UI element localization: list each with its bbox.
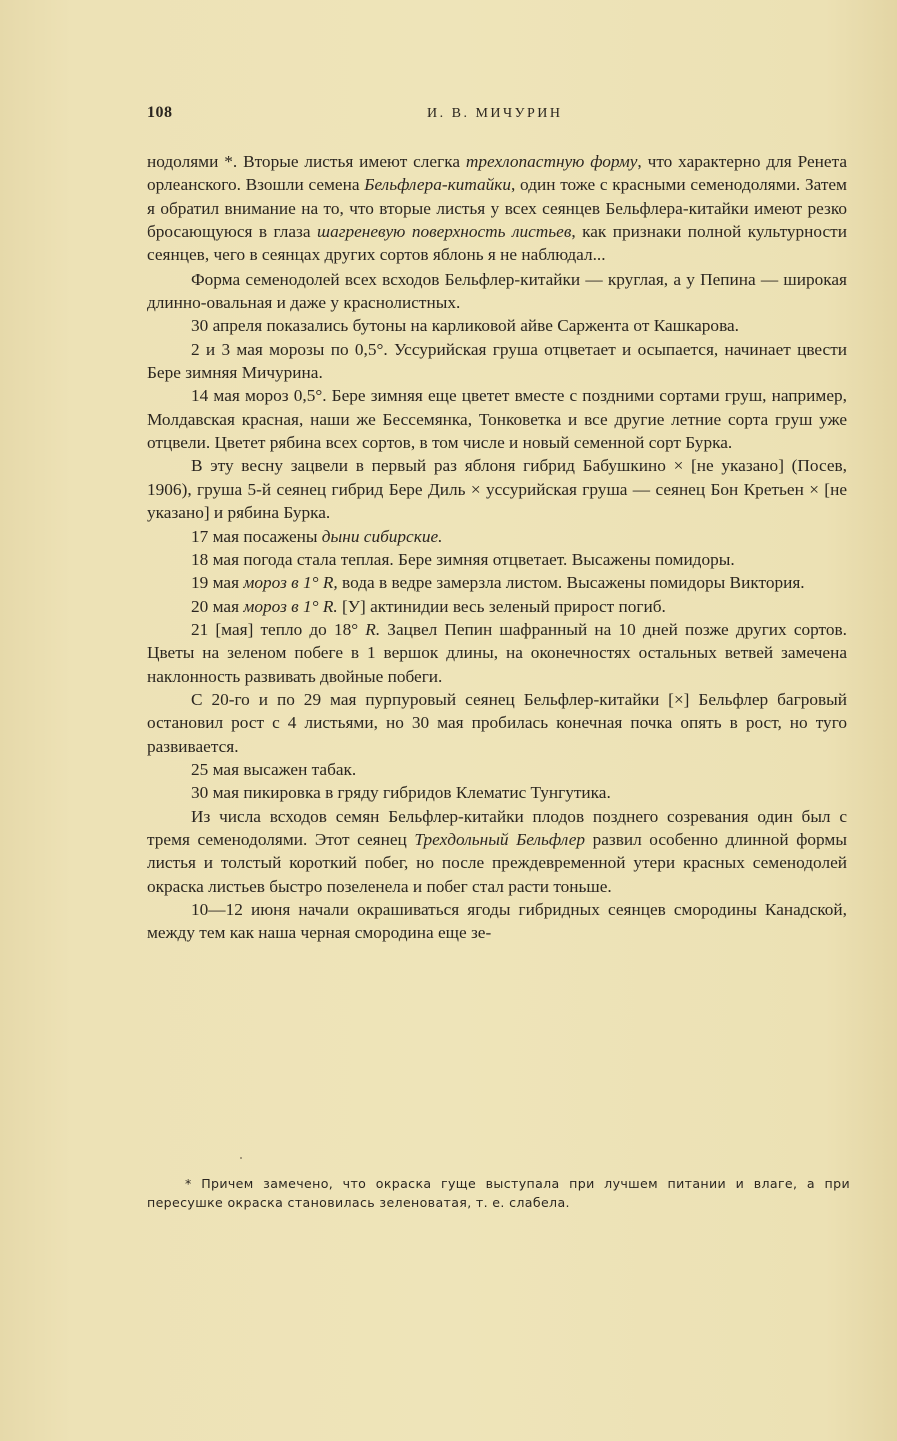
italic-run: дыни сибирские. xyxy=(321,526,443,546)
paragraph-10 xyxy=(147,595,847,618)
text-run: Зацвел Пепин шафранный на 10 дней позже других сортов. Цветы на зеленом побеге в 1 вершок длины, на оконечностях остальных ветвей замечена наклонность развивать двойные побеги. xyxy=(147,619,847,686)
running-head: И. В. МИЧУРИН xyxy=(427,106,563,121)
text-run: , как признаки полной культурности сеянцев, чего в сеянцах других сортов яблонь я не наблюдал... xyxy=(147,222,847,265)
italic-run: трехлопастную форму xyxy=(465,152,638,171)
italic-run: Трехдольный Бельфлер xyxy=(414,829,586,849)
italic-run: шагреневую поверхность листьев xyxy=(317,222,572,242)
paragraph-5: 14 мая мороз 0,5°. Бере зимняя еще цветет вместе с поздними сортами груш, например, Молдавская красная, наши же Бессемянка, Тонковетка и все другие летние сорта груш уже отцвели. Цветет рябина всех сортов, в том числе и новый семенной сорт Бурка. xyxy=(147,386,847,453)
text-run: вода в ведре замерзла листом. Высажены помидоры Виктория. xyxy=(337,573,805,593)
text-run: развил особенно длинной формы листья и толстый короткий побег, но после преждевременной утери красных семенодолей окраска листьев быстро позеленела и побег стал расти тоньше. xyxy=(147,829,847,896)
paragraph-15 xyxy=(147,805,847,898)
paragraph-2: Форма семенодолей всех всходов Бельфлер-китайки — круглая, а у Пепина — широкая длинно-овальная и даже у краснолистных. xyxy=(147,269,847,313)
paragraph-7 xyxy=(147,525,847,548)
paragraph-12: С 20-го и по 29 мая пурпуровый сеянец Бельфлер-китайки [×] Бельфлер багровый остановил рост с 4 листьями, но 30 мая пробилась конечная почка опять в рост, но туго развивается. xyxy=(147,689,847,756)
page-header xyxy=(147,104,847,130)
print-speck xyxy=(240,1157,242,1159)
text-run: , один тоже с красными семенодолями. Затем я обратил внимание на то, что вторые листья у всех сеянцев Бельфлера-китайки имеют резко бросающуюся в глаза xyxy=(147,175,847,242)
italic-run: мороз в 1° R. xyxy=(243,596,338,616)
paragraph-11 xyxy=(147,618,847,688)
text-run: [У] актинидии весь зеленый прирост погиб. xyxy=(337,596,666,616)
italic-run: мороз в 1° R, xyxy=(243,573,338,593)
footnote: * Причем замечено, что окраска гуще выступала при лучшем питании и влаге, а при пересушке окраска становилась зеленоватая, т. е. слабела. xyxy=(147,1176,850,1210)
paragraph-14: 30 мая пикировка в гряду гибридов Клематис Тунгутика. xyxy=(191,783,611,803)
paragraph-3: 30 апреля показались бутоны на карликовой айве Саржента от Кашкарова. xyxy=(191,316,739,336)
text-run: , что характерно для Ренета орлеанского. Взошли семена xyxy=(147,152,848,195)
page-number: 108 xyxy=(147,104,173,121)
text-run: 20 мая xyxy=(191,596,244,616)
paragraph-8: 18 мая погода стала теплая. Бере зимняя отцветает. Высажены помидоры. xyxy=(191,549,735,569)
text-run: Из числа всходов семян Бельфлер-китайки плодов позднего созревания один был с тремя семенодолями. Этот сеянец xyxy=(147,806,847,849)
text-run: 19 мая xyxy=(191,573,244,593)
italic-run: Бельфлера-китайки xyxy=(364,175,512,195)
italic-run: R. xyxy=(365,619,381,639)
paragraph-16: 10—12 июня начали окрашиваться ягоды гибридных сеянцев смородины Канадской, между тем как наша черная смородина еще зе- xyxy=(147,900,847,943)
body-text xyxy=(147,150,847,945)
text-run: нодолями *. Вторые листья имеют слегка xyxy=(147,152,466,171)
paragraph-4: 2 и 3 мая морозы по 0,5°. Уссурийская груша отцветает и осыпается, начинает цвести Бере зимняя Мичурина. xyxy=(147,339,847,383)
paragraph-6: В эту весну зацвели в первый раз яблоня гибрид Бабушкино × [не указано] (Посев, 1906), груша 5-й сеянец гибрид Бере Диль × уссурийская груша — сеянец Бон Кретьен × [не указано] и рябина Бурка. xyxy=(147,456,847,523)
paragraph-13: 25 мая высажен табак. xyxy=(191,759,357,779)
paragraph-9 xyxy=(147,571,847,594)
text-run: 21 [мая] тепло до 18° xyxy=(191,619,366,639)
text-run: 17 мая посажены xyxy=(191,526,322,546)
paragraph-1 xyxy=(147,150,847,268)
